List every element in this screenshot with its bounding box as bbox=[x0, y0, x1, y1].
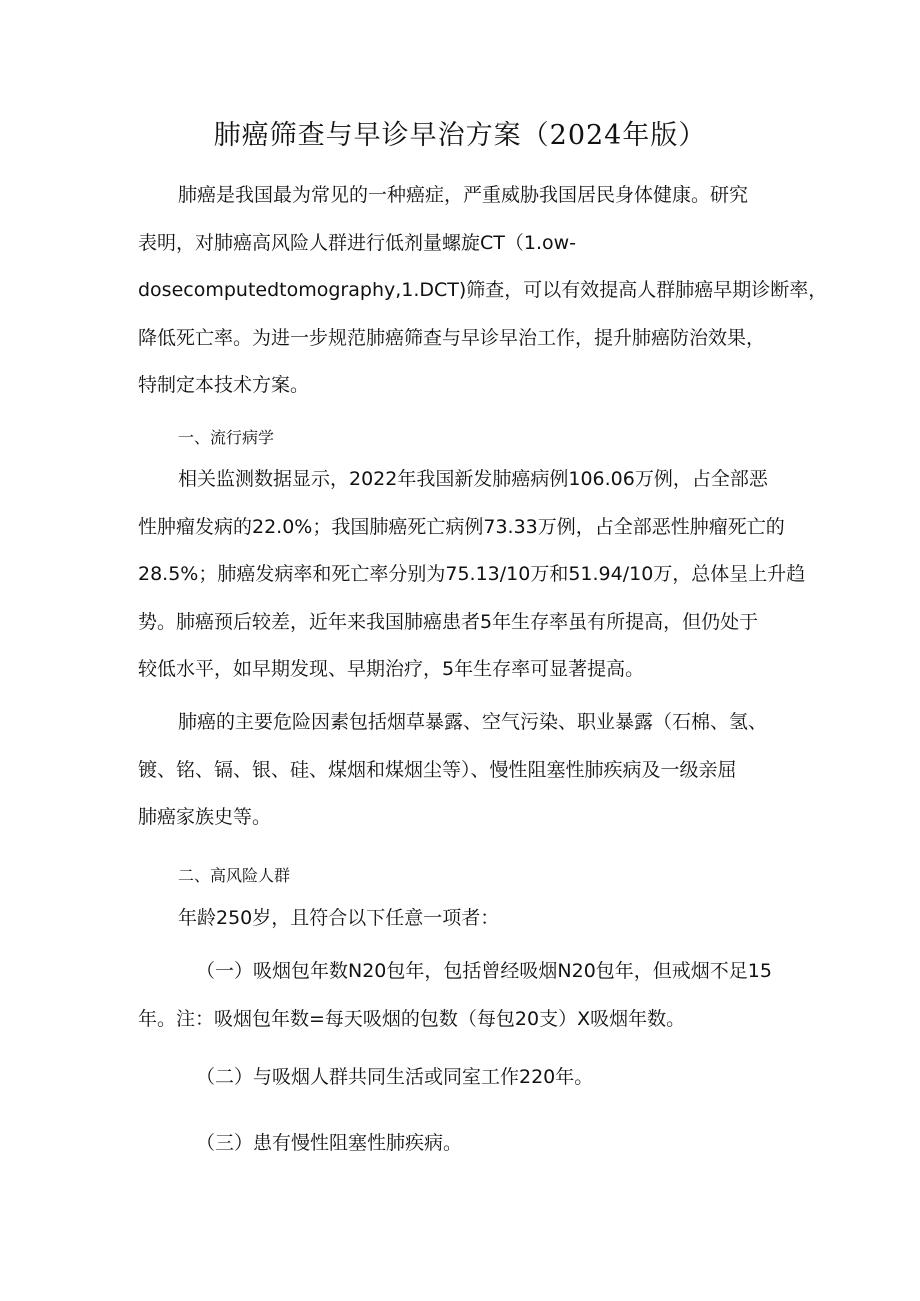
section-heading-high-risk-group: 二、高风险人群 bbox=[178, 866, 291, 885]
section-heading-epidemiology: 一、流行病学 bbox=[178, 428, 275, 447]
criteria-item-smoking bbox=[138, 948, 788, 1043]
text-line: 表明，对肺癌高风险人群进行低剂量螺旋CT（1.ow- bbox=[138, 231, 577, 254]
text-line: （二）与吸烟人群共同生活或同室工作220年。 bbox=[196, 1066, 594, 1088]
text-line: 特制定本技术方案。 bbox=[138, 374, 310, 396]
text-line: 降低死亡率。为进一步规范肺癌筛查与早诊早治工作，提升肺癌防治效果， bbox=[138, 326, 766, 349]
text-line: 年龄250岁，且符合以下任意一项者： bbox=[178, 907, 500, 929]
text-line: 肺癌的主要危险因素包括烟草暴露、空气污染、职业暴露（石棉、氢、 bbox=[178, 711, 768, 733]
text-line: 肺癌是我国最为常见的一种癌症，严重威胁我国居民身体健康。研究 bbox=[178, 184, 749, 206]
risk-factors-paragraph bbox=[138, 699, 788, 842]
age-criteria-line bbox=[138, 895, 788, 943]
document-title: 肺癌筛查与早诊早治方案（2024年版） bbox=[213, 120, 707, 151]
text-line: 年。注：吸烟包年数=每天吸烟的包数（每包20支）X吸烟年数。 bbox=[138, 1007, 686, 1030]
epidemiology-paragraph bbox=[138, 456, 806, 694]
intro-paragraph bbox=[138, 172, 828, 410]
text-line: 势。肺癌预后较差，近年来我国肺癌患者5年生存率虽有所提高，但仍处于 bbox=[138, 610, 759, 633]
text-line: 性肿瘤发病的22.0%；我国肺癌死亡病例73.33万例，占全部恶性肿瘤死亡的 bbox=[138, 515, 785, 538]
text-line: 28.5%；肺癌发病率和死亡率分别为75.13/10万和51.94/10万，总体呈上升趋 bbox=[138, 563, 806, 585]
criteria-item-copd bbox=[138, 1120, 788, 1168]
criteria-item-secondhand bbox=[138, 1054, 788, 1102]
text-line: （三）患有慢性阻塞性肺疾病。 bbox=[196, 1132, 463, 1154]
text-line: 镀、铭、镉、银、硅、煤烟和煤烟尘等）、慢性阻塞性肺疾病及一级亲屈 bbox=[138, 758, 737, 781]
text-line: 较低水平，如早期发现、早期治疗，5年生存率可显著提高。 bbox=[138, 658, 645, 680]
text-line: 相关监测数据显示，2022年我国新发肺癌病例106.06万例，占全部恶 bbox=[178, 468, 768, 490]
text-line: （一）吸烟包年数N20包年，包括曾经吸烟N20包年，但戒烟不足15 bbox=[196, 960, 772, 982]
text-line: dosecomputedtomography,1.DCT)筛查，可以有效提高人群肺癌早期诊断率， bbox=[138, 279, 828, 301]
text-line: 肺癌家族史等。 bbox=[138, 806, 272, 828]
